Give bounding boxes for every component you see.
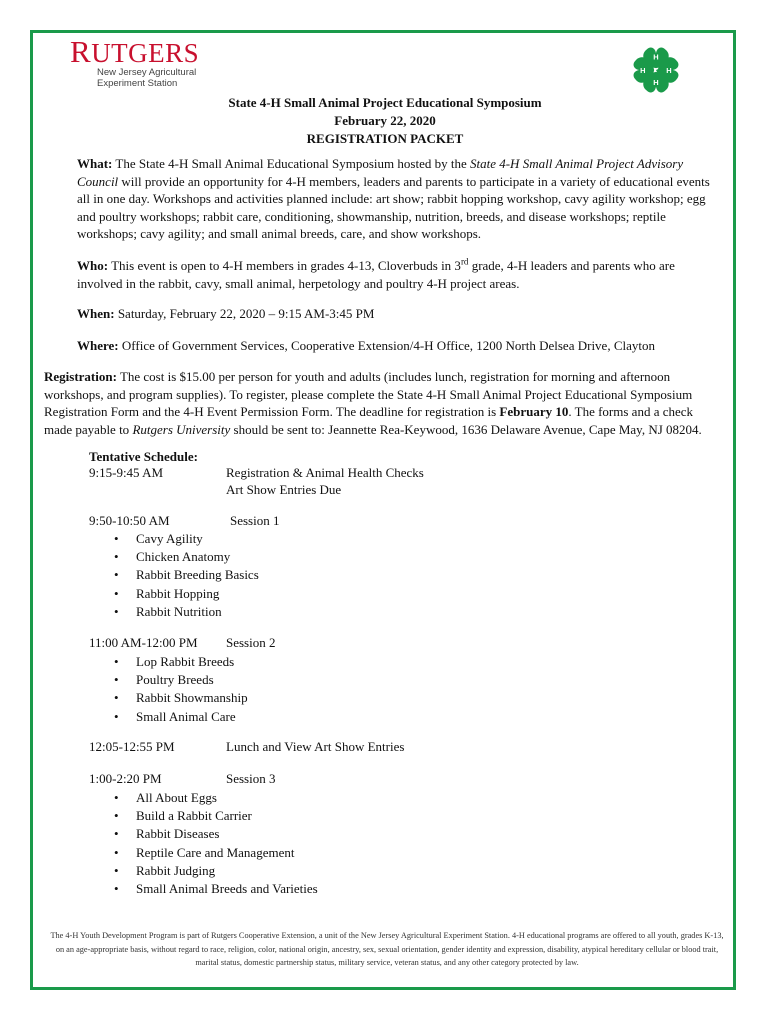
logo-subtitle-line-1: New Jersey Agricultural	[97, 67, 197, 78]
svg-text:H: H	[653, 52, 659, 62]
schedule-time: 11:00 AM-12:00 PM	[89, 635, 198, 650]
list-item: • Rabbit Nutrition	[112, 603, 259, 621]
registration-paragraph: Registration: The cost is $15.00 per person for youth and adults (includes lunch, registration for morning and afternoon workshops, and program supplies). To register, please complete the State 4-H Small Animal Project Educational Symposium Registration Form and the 4-H Event Permission Form. The deadline for registration is February 10. The forms and a check made payable to Rutgers University should be sent to: Jeannette Rea-Keywood, 1636 Delaware Avenue, Cape May, NJ 08204.	[44, 369, 702, 437]
who-paragraph: Who: This event is open to 4-H members in grades 4-13, Cloverbuds in 3rd grade, 4-H leaders and parents who are involved in the rabbit, cavy, small animal, herpetology and poultry 4-H project areas.	[77, 256, 675, 291]
list-item: • Cavy Agility	[112, 530, 259, 548]
session-label: Session 1	[230, 513, 280, 528]
session-3-list	[112, 789, 318, 898]
list-item: • Rabbit Breeding Basics	[112, 566, 259, 584]
schedule-label: Art Show Entries Due	[226, 482, 342, 497]
svg-text:H: H	[653, 77, 659, 87]
session-label: Session 2	[226, 635, 276, 650]
rutgers-wordmark: RUTGERS	[70, 34, 200, 69]
svg-text:H: H	[666, 65, 672, 75]
when-paragraph: When: Saturday, February 22, 2020 – 9:15 AM-3:45 PM	[77, 306, 375, 321]
logo-subtitle-line-2: Experiment Station	[97, 78, 178, 89]
symposium-date: February 22, 2020	[334, 113, 436, 128]
list-item: • All About Eggs	[112, 789, 318, 807]
list-item: • Lop Rabbit Breeds	[112, 653, 248, 671]
where-paragraph: Where: Office of Government Services, Cooperative Extension/4-H Office, 1200 North Delsea Drive, Clayton	[77, 338, 655, 353]
schedule-time: 1:00-2:20 PM	[89, 771, 162, 786]
nondiscrimination-footer: The 4-H Youth Development Program is part of Rutgers Cooperative Extension, a unit of the New Jersey Agricultural Experiment Station. 4-H educational programs are offered to all youth, grades K-13, on an age-appropriate basis, without regard to race, religion, color, national origin, ancestry, sex, sexual orientation, gender identity and expression, disability, atypical hereditary cellular or blood trait, marital status, domestic partnership status, military service, veteran status, and any other category protected by law.	[50, 931, 724, 967]
list-item: • Small Animal Breeds and Varieties	[112, 880, 318, 898]
list-item: • Rabbit Diseases	[112, 825, 318, 843]
session-1-list	[112, 530, 259, 621]
schedule-time: 9:50-10:50 AM	[89, 513, 170, 528]
list-item: • Poultry Breeds	[112, 671, 248, 689]
list-item: • Chicken Anatomy	[112, 548, 259, 566]
list-item: • Small Animal Care	[112, 708, 248, 726]
schedule-heading: Tentative Schedule:	[89, 449, 198, 464]
list-item: • Build a Rabbit Carrier	[112, 807, 318, 825]
schedule-time: 9:15-9:45 AM	[89, 465, 164, 480]
what-paragraph: What: The State 4-H Small Animal Educational Symposium hosted by the State 4-H Small Animal Project Advisory Council will provide an opportunity for 4-H members, leaders and parents to participate in a variety of educational events all in one day. Workshops and activities planned include: art show; rabbit hopping workshop, cavy agility workshop; egg and poultry workshops; rabbit care, conditioning, showmanship, nutrition, breeds, and disease workshops; reptile workshops; cavy agility; and small animal breeds, care, and show workshops.	[77, 156, 710, 241]
4-h-clover-icon	[628, 42, 684, 98]
list-item: • Rabbit Showmanship	[112, 689, 248, 707]
session-2-list	[112, 653, 248, 726]
symposium-title: State 4-H Small Animal Project Educational Symposium	[228, 95, 542, 110]
packet-subtitle: REGISTRATION PACKET	[306, 131, 464, 146]
rutgers-logo	[70, 34, 200, 89]
svg-text:H: H	[640, 65, 646, 75]
document-header	[0, 94, 770, 148]
list-item: • Rabbit Hopping	[112, 585, 259, 603]
list-item: • Reptile Care and Management	[112, 844, 318, 862]
schedule-time: 12:05-12:55 PM	[89, 739, 175, 754]
schedule-label: Registration & Animal Health Checks	[226, 465, 424, 480]
session-label: Session 3	[226, 771, 276, 786]
list-item: • Rabbit Judging	[112, 862, 318, 880]
schedule-label: Lunch and View Art Show Entries	[226, 739, 405, 754]
